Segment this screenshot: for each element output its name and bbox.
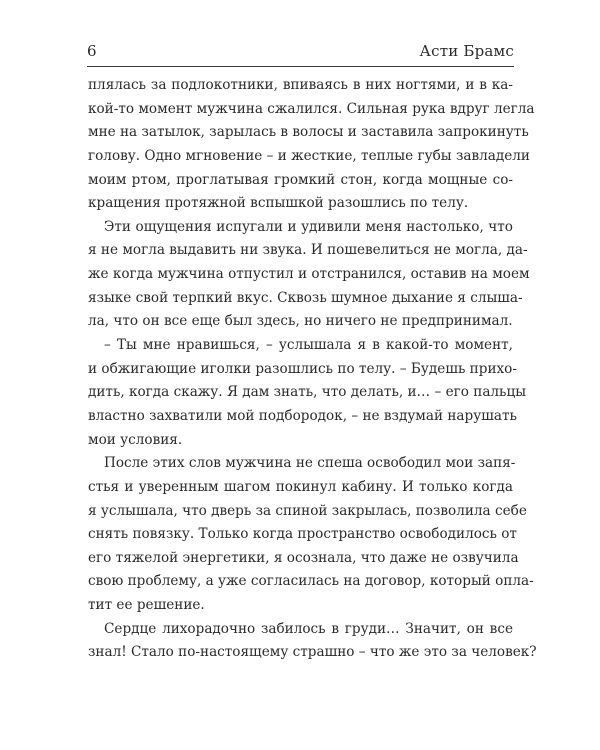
text-line: стья и уверенным шагом покинул кабину. И только когда: [88, 478, 513, 495]
text-line: – Ты мне нравишься, – услышала я в какой-то момент,: [104, 337, 513, 354]
body-text: [88, 74, 537, 665]
text-line: голову. Одно мгновение – и жесткие, теплые губы завладели: [88, 147, 530, 164]
page-number: 6: [87, 42, 97, 60]
text-line: тит ее решение.: [88, 597, 205, 614]
text-line: его тяжелой энергетики, я осознала, что даже не озвучила: [88, 549, 519, 566]
text-line: кой-то момент мужчина сжалился. Сильная рука вдруг легла: [88, 100, 535, 117]
text-line: ла, что он все еще был здесь, но ничего не предпринимал.: [88, 313, 513, 330]
text-line: После этих слов мужчина не спеша освободил мои запя-: [104, 455, 516, 472]
text-line: свою проблему, а уже согласилась на договор, который опла-: [88, 573, 534, 590]
text-line: языке свой терпкий вкус. Сквозь шумное дыхание я слыша-: [88, 289, 523, 306]
text-line: властно захватили мой подбородок, – не вздумай нарушать: [88, 407, 517, 424]
text-line: плялась за подлокотники, впиваясь в них ногтями, и в ка-: [88, 77, 513, 93]
running-header: [87, 40, 514, 67]
text-line: и обжигающие иголки разошлись по телу. – Будешь прихо-: [88, 360, 517, 377]
text-line: моим ртом, проглатывая громкий стон, когда мощные со-: [88, 171, 513, 188]
text-line: снять повязку. Только когда пространство освободилось от: [88, 526, 517, 543]
text-line: я не могла выдавить ни звука. И пошевелиться не могла, да-: [88, 242, 528, 259]
text-line: же когда мужчина отпустил и отстранился, оставив на моем: [88, 266, 530, 283]
book-author: Асти Брамс: [419, 42, 514, 60]
text-line: мне на затылок, зарылась в волосы и заставила запрокинуть: [88, 124, 529, 141]
text-line: я услышала, что дверь за спиной закрылась, позволила себе: [88, 502, 527, 519]
text-line: кращения протяжной вспышкой разошлись по телу.: [88, 195, 469, 212]
text-line: мои условия.: [88, 431, 183, 448]
text-line: Сердце лихорадочно забилось в груди… Значит, он все: [104, 620, 513, 637]
text-line: дить, когда скажу. Я дам знать, что делать, и… – его пальцы: [88, 384, 527, 401]
text-line: Эти ощущения испугали и удивили меня настолько, что: [104, 218, 513, 235]
text-line: знал! Стало по-настоящему страшно – что же это за человек?: [88, 644, 537, 661]
